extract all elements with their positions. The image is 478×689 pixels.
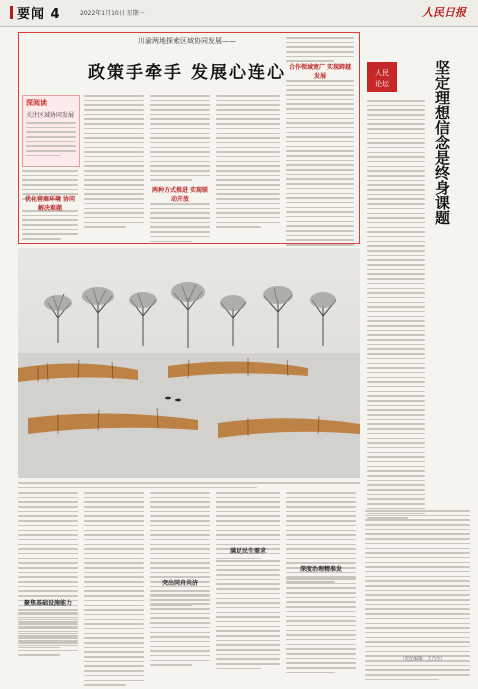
newspaper-logo: 人民日报 [422, 6, 466, 19]
svg-text:论坛: 论坛 [375, 80, 389, 88]
feature-subhead-3: 合作领域宽广 实现跨越发展 [288, 64, 352, 80]
bottom-col-3 [150, 492, 210, 609]
feature-headline: 政策手牵手 发展心连心 [88, 63, 286, 83]
feature-text-col-2 [84, 95, 144, 231]
feature-text-col-1b [22, 210, 78, 243]
feature-text-col-4 [216, 95, 280, 231]
feature-text-col-3b [150, 203, 210, 245]
bottom-col-4b [216, 560, 280, 673]
deep-reading-box [22, 95, 80, 167]
bottom-subhead-4: 深度治理精准发 [299, 566, 342, 573]
bottom-col-5b [286, 578, 356, 676]
people-forum-badge-icon [367, 62, 397, 92]
feature-kicker: 川渝两地探索区域协同发展—— [138, 37, 236, 45]
issue-date: 2022年1月10日 星期一 [80, 10, 145, 17]
feature-subhead-2: 两种方式推进 实现联动开放 [151, 187, 209, 203]
section-marker [10, 6, 13, 19]
bottom-col-1b [18, 612, 78, 659]
editorial-text-1 [367, 100, 425, 522]
feature-subhead-1: 优化营商环境 协同解决难题 [24, 196, 76, 212]
feature-text-col-5 [286, 37, 354, 65]
section-title: 要闻 4 [17, 7, 61, 22]
deep-reading-title: 深阅读 [26, 99, 47, 107]
editor-note: （责任编辑：王乃尔） [400, 657, 445, 662]
deep-reading-subtitle: 关注区域协同发展 [26, 112, 75, 119]
masthead [0, 0, 478, 27]
editorial-title: 坚定理想信念是终身课题 [433, 60, 451, 225]
bottom-col-2 [84, 492, 144, 689]
lake-trees-photo [18, 248, 360, 478]
bottom-col-3b [150, 594, 210, 669]
feature-text-col-3 [150, 95, 210, 184]
svg-text:人民: 人民 [375, 69, 389, 77]
bottom-subhead-1: 聚焦基础设施能力 [23, 600, 72, 607]
bottom-subhead-3: 满足民生需求 [229, 548, 266, 555]
bottom-subhead-2: 突出同舟共济 [161, 580, 198, 587]
photo-caption [18, 482, 360, 491]
